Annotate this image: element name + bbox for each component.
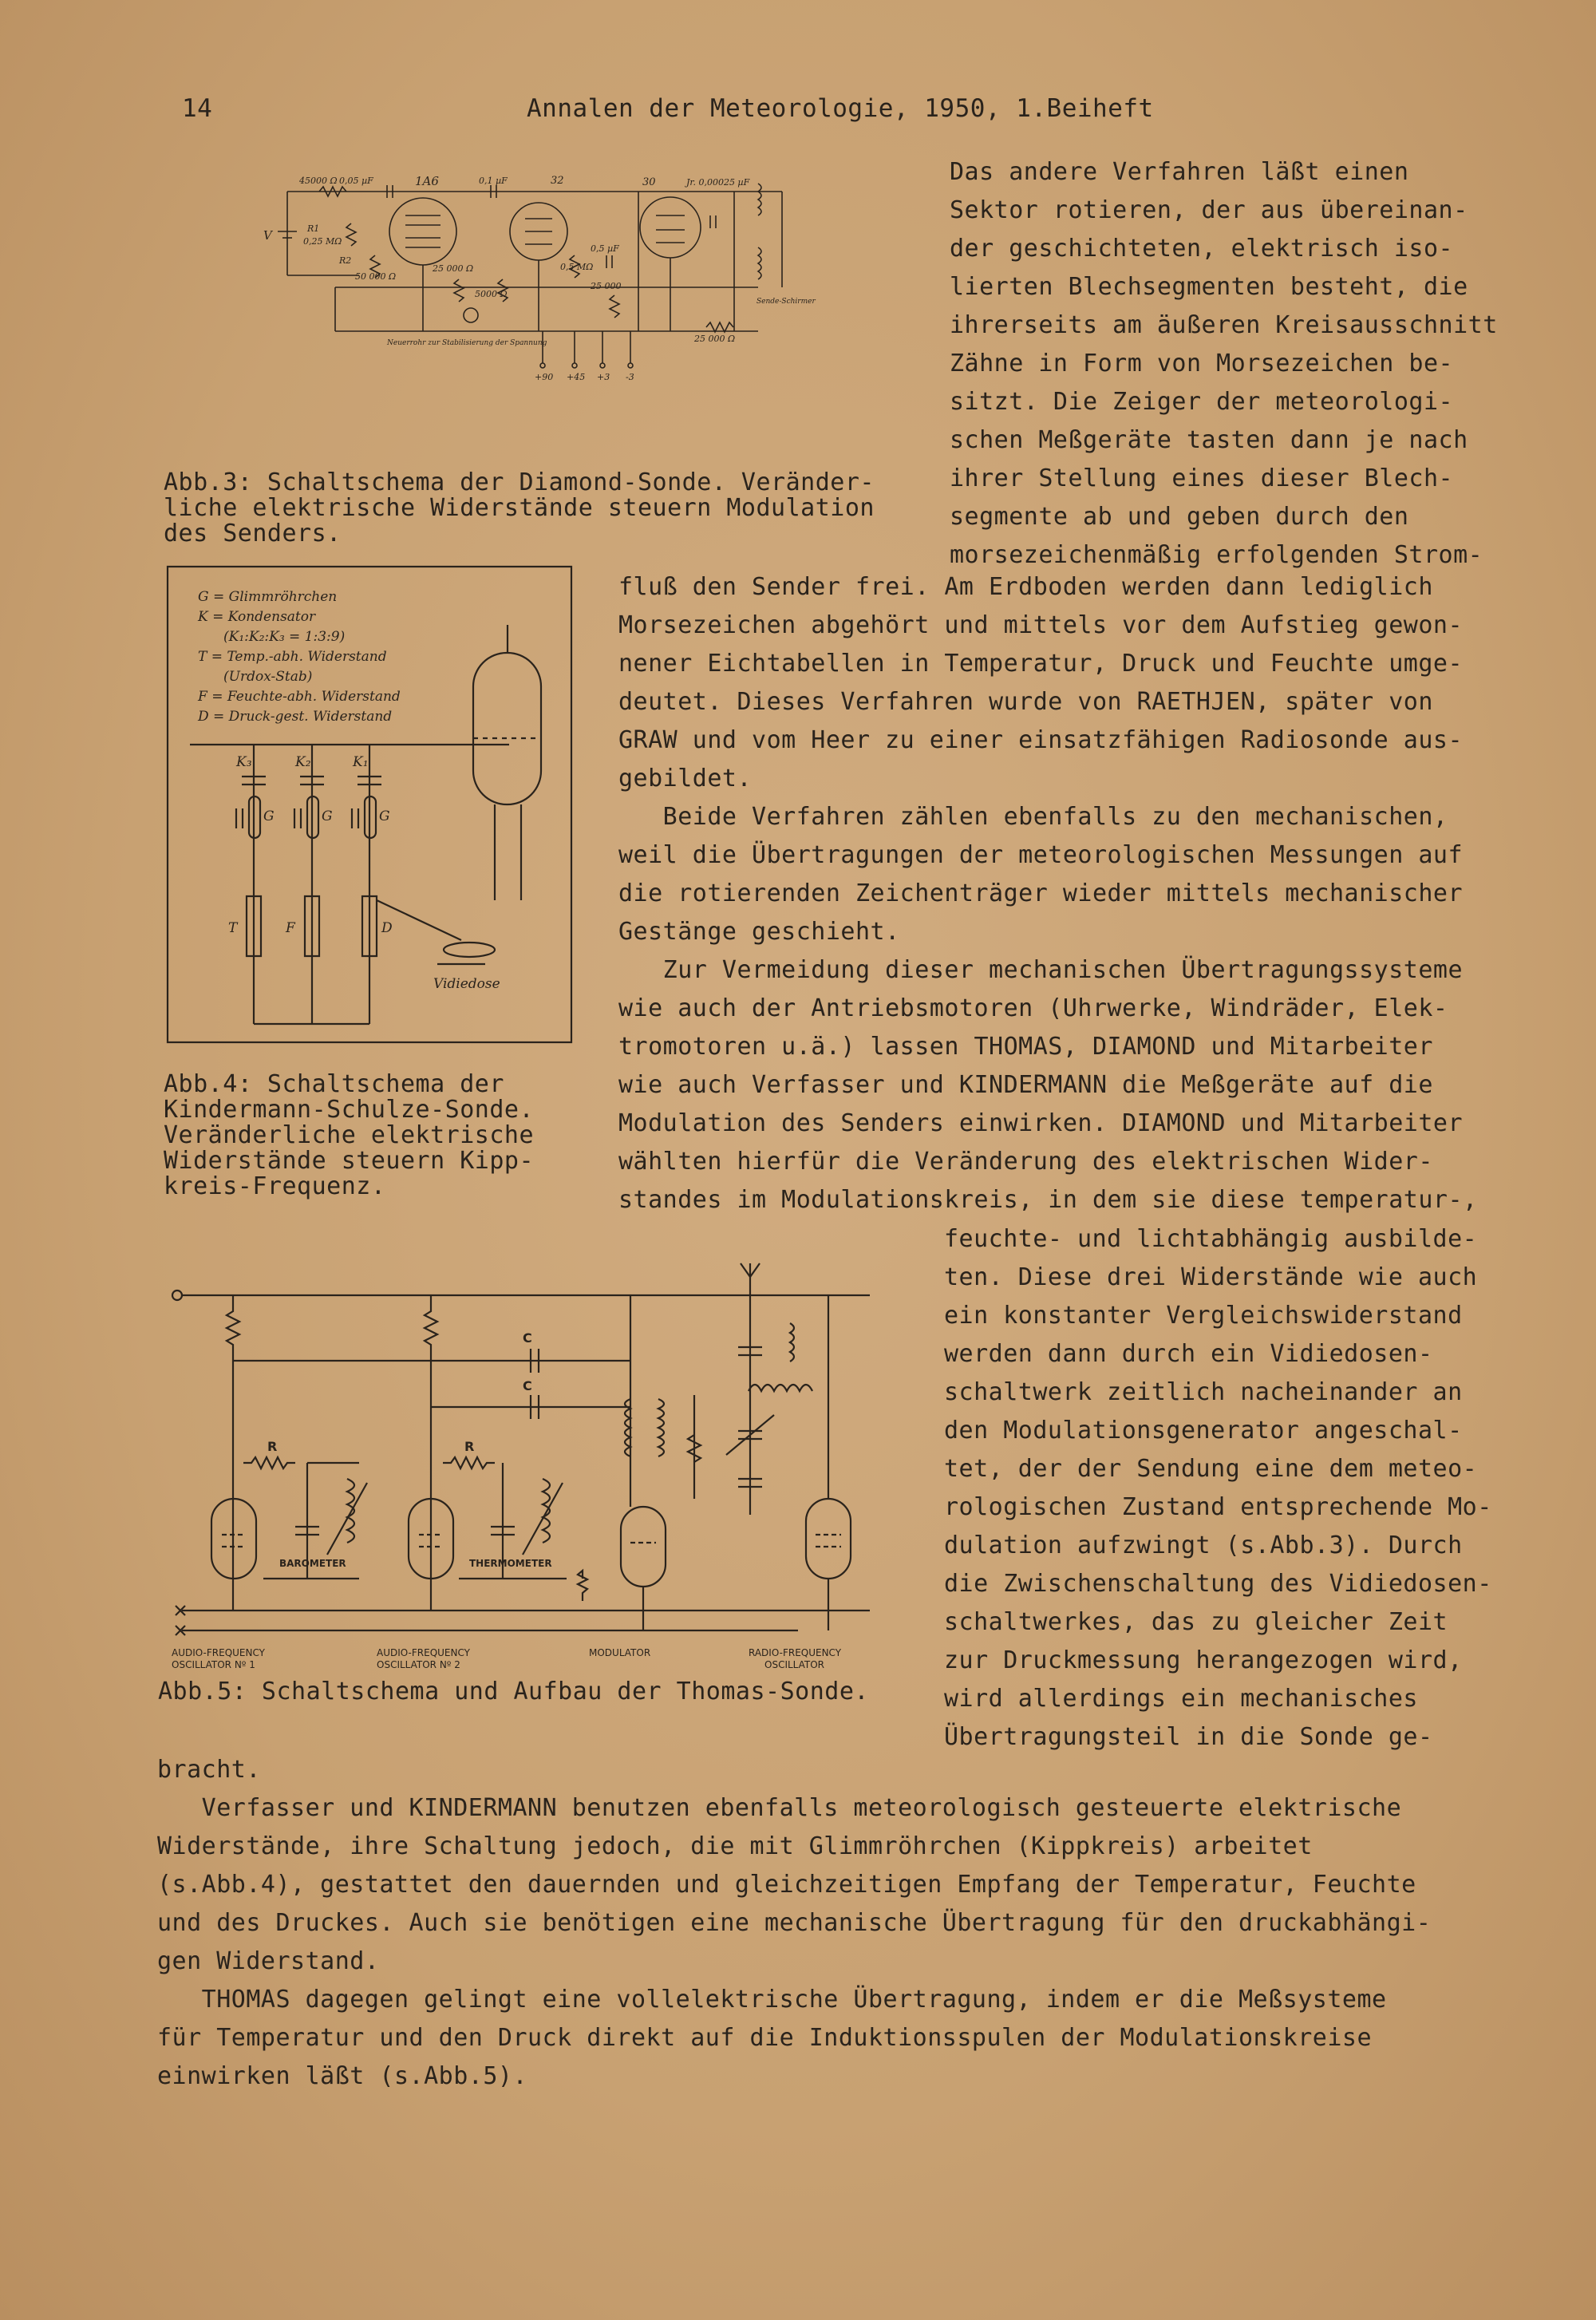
- text-line: nener Eichtabellen in Temperatur, Druck und Feuchte umge-: [618, 650, 1464, 678]
- text-line: und des Druckes. Auch sie benötigen eine mechanische Übertragung für den druckabhängi-: [157, 1909, 1432, 1937]
- fig4-label: D: [381, 920, 393, 936]
- fig5-stage: RADIO-FREQUENCY: [749, 1647, 842, 1658]
- text-line: THOMAS dagegen gelingt eine vollelektrische Übertragung, indem er die Meßsysteme: [157, 1986, 1387, 2014]
- caption-line: Abb.4: Schaltschema der: [164, 1070, 504, 1098]
- text-line: schaltwerk zeitlich nacheinander an: [944, 1378, 1463, 1406]
- fig5-stage: MODULATOR: [589, 1647, 651, 1658]
- caption-line: Abb.3: Schaltschema der Diamond-Sonde. Veränder-: [164, 468, 875, 496]
- fig4-schematic: [166, 565, 575, 1044]
- fig3-label: 0,5 MΩ: [560, 262, 594, 272]
- fig4-legend: G = Glimmröhrchen: [198, 589, 338, 605]
- fig3-schematic: [263, 168, 816, 383]
- fig5-label: R: [464, 1439, 475, 1454]
- body-text-bottom: [157, 1756, 1432, 2090]
- text-line: Das andere Verfahren läßt einen: [950, 158, 1409, 186]
- text-line: (s.Abb.4), gestattet den dauernden und gleichzeitigen Empfang der Temperatur, Feuchte: [157, 1871, 1416, 1899]
- text-line: GRAW und vom Heer zu einer einsatzfähigen Radiosonde aus-: [618, 726, 1464, 754]
- text-line: standes im Modulationskreis, in dem sie diese temperatur-,: [618, 1186, 1478, 1214]
- fig5-stage: OSCILLATOR: [764, 1659, 825, 1670]
- fig3-label: R2: [339, 255, 352, 266]
- page-number: 14: [182, 94, 213, 123]
- text-line: segmente ab und geben durch den: [950, 503, 1409, 531]
- fig3-label: R1: [307, 223, 320, 234]
- fig3-label: 25 000 Ω: [694, 334, 736, 344]
- text-line: lierten Blechsegmenten besteht, die: [950, 273, 1468, 301]
- text-line: wie auch Verfasser und KINDERMANN die Meßgeräte auf die: [618, 1071, 1433, 1099]
- text-line: werden dann durch ein Vidiedosen-: [944, 1340, 1433, 1368]
- fig4-legend: (Urdox-Stab): [223, 669, 313, 685]
- text-line: die Zwischenschaltung des Vidiedosen-: [944, 1570, 1492, 1598]
- text-line: ihrerseits am äußeren Kreisausschnitt: [950, 311, 1498, 339]
- fig3-label: 50 000 Ω: [355, 271, 397, 282]
- text-line: ten. Diese drei Widerstände wie auch: [944, 1263, 1478, 1291]
- running-title: Annalen der Meteorologie, 1950, 1.Beiheft: [527, 94, 1154, 123]
- text-line: Widerstände, ihre Schaltung jedoch, die mit Glimmröhrchen (Kippkreis) arbeitet: [157, 1832, 1313, 1860]
- text-line: morsezeichenmäßig erfolgenden Strom-: [950, 541, 1483, 569]
- fig5-label: C: [523, 1330, 532, 1346]
- text-line: schen Meßgeräte tasten dann je nach: [950, 426, 1468, 454]
- fig3-label: 45000 Ω: [299, 176, 338, 186]
- fig4-label: K₁: [353, 754, 369, 770]
- fig4-label: K₂: [295, 754, 311, 770]
- fig3-label: 0,1 µF: [479, 176, 508, 186]
- fig3-label: +90: [535, 372, 554, 382]
- text-line: Übertragungsteil in die Sonde ge-: [944, 1723, 1433, 1751]
- fig4-label: F: [286, 920, 295, 936]
- text-line: gen Widerstand.: [157, 1947, 380, 1975]
- text-line: tet, der der Sendung eine dem meteo-: [944, 1455, 1478, 1483]
- text-line: Modulation des Senders einwirken. DIAMOND und Mitarbeiter: [618, 1109, 1464, 1137]
- fig5-label: THERMOMETER: [469, 1558, 552, 1569]
- text-line: zur Druckmessung herangezogen wird,: [944, 1646, 1463, 1674]
- caption-line: Widerstände steuern Kipp-: [164, 1147, 535, 1175]
- fig5-label: C: [523, 1378, 532, 1393]
- text-line: Zähne in Form von Morsezeichen be-: [950, 350, 1454, 377]
- caption-line: liche elektrische Widerstände steuern Modulation: [164, 494, 875, 522]
- caption-line: kreis-Frequenz.: [164, 1172, 386, 1200]
- fig3-label: +3: [597, 372, 610, 382]
- text-line: für Temperatur und den Druck direkt auf die Induktionsspulen der Modulationskreise: [157, 2024, 1373, 2052]
- fig4-label: K₃: [236, 754, 252, 770]
- text-line: bracht.: [157, 1756, 261, 1784]
- fig4-legend: F = Feuchte-abh. Widerstand: [198, 689, 401, 705]
- caption-line: Kindermann-Schulze-Sonde.: [164, 1096, 535, 1124]
- text-line: den Modulationsgenerator angeschal-: [944, 1417, 1463, 1445]
- fig3-label: 32: [551, 175, 564, 187]
- fig5-label: R: [267, 1439, 278, 1454]
- text-line: einwirken läßt (s.Abb.5).: [157, 2062, 528, 2090]
- text-line: wird allerdings ein mechanisches: [944, 1685, 1418, 1713]
- text-line: Sektor rotieren, der aus übereinan-: [950, 196, 1468, 224]
- fig4-label: Vidiedose: [433, 976, 500, 992]
- fig4-legend: T = Temp.-abh. Widerstand: [198, 649, 387, 665]
- text-line: feuchte- und lichtabhängig ausbilde-: [944, 1225, 1478, 1253]
- fig3-label: 0,05 µF: [339, 176, 373, 186]
- fig3-label: 0,25 MΩ: [303, 236, 342, 247]
- text-line: die rotierenden Zeichenträger wieder mittels mechanischer: [618, 879, 1464, 907]
- fig5-stage: OSCILLATOR Nº 2: [377, 1659, 460, 1670]
- text-line: Gestänge geschieht.: [618, 918, 900, 946]
- fig4-caption: [164, 1070, 535, 1225]
- fig3-caption: [164, 468, 875, 572]
- fig4-label: G: [263, 808, 275, 824]
- fig3-label: Sende-Schirmer: [757, 298, 816, 306]
- text-line: Morsezeichen abgehört und mittels vor dem Aufstieg gewon-: [618, 611, 1464, 639]
- text-line: wählten hierfür die Veränderung des elektrischen Wider-: [618, 1148, 1433, 1176]
- text-line: tromotoren u.ä.) lassen THOMAS, DIAMOND und Mitarbeiter: [618, 1033, 1433, 1061]
- fig3-label: 1A6: [415, 174, 439, 188]
- body-text-col2: [618, 573, 1478, 1214]
- fig3-label: 25 000: [591, 281, 622, 291]
- text-line: Zur Vermeidung dieser mechanischen Übertragungssysteme: [618, 956, 1464, 984]
- fig5-stage: AUDIO-FREQUENCY: [172, 1647, 265, 1658]
- text-line: fluß den Sender frei. Am Erdboden werden dann lediglich: [618, 573, 1433, 601]
- fig3-label: -3: [626, 372, 634, 382]
- text-line: weil die Übertragungen der meteorologischen Messungen auf: [618, 841, 1464, 869]
- text-line: sitzt. Die Zeiger der meteorologi-: [950, 388, 1454, 416]
- fig5-stage: OSCILLATOR Nº 1: [172, 1659, 255, 1670]
- text-line: schaltwerkes, das zu gleicher Zeit: [944, 1608, 1448, 1636]
- fig4-label: T: [228, 920, 238, 936]
- fig5-caption: Abb.5: Schaltschema und Aufbau der Thomas-Sonde.: [158, 1678, 869, 1705]
- fig3-label: +45: [567, 372, 586, 382]
- text-line: wie auch der Antriebsmotoren (Uhrwerke, Windräder, Elek-: [618, 994, 1448, 1022]
- fig3-label: Jr. 0,00025 µF: [686, 177, 750, 188]
- text-line: Verfasser und KINDERMANN benutzen ebenfalls meteorologisch gesteuerte elektrische: [157, 1794, 1402, 1822]
- fig5-schematic: [168, 1259, 894, 1674]
- text-line: ihrer Stellung eines dieser Blech-: [950, 464, 1454, 492]
- fig5-label: BAROMETER: [279, 1558, 346, 1569]
- text-line: Beide Verfahren zählen ebenfalls zu den mechanischen,: [618, 803, 1448, 831]
- text-line: rologischen Zustand entsprechende Mo-: [944, 1493, 1492, 1521]
- fig5-stage: AUDIO-FREQUENCY: [377, 1647, 470, 1658]
- caption-line: Veränderliche elektrische: [164, 1121, 535, 1149]
- caption-line: des Senders.: [164, 520, 342, 547]
- fig4-legend: (K₁:K₂:K₃ = 1:3:9): [223, 629, 346, 645]
- fig3-label: 5000 Ω: [475, 289, 508, 299]
- fig3-label: 0,5 µF: [591, 243, 619, 254]
- fig3-label: 30: [642, 176, 656, 188]
- fig4-label: G: [379, 808, 390, 824]
- text-line: ein konstanter Vergleichswiderstand: [944, 1302, 1463, 1330]
- fig3-label: Neuerrohr zur Stabilisierung der Spannung: [387, 339, 547, 347]
- body-text-col3: [944, 1225, 1492, 1751]
- text-line: gebildet.: [618, 765, 753, 792]
- text-line: deutet. Dieses Verfahren wurde von RAETHJEN, später von: [618, 688, 1433, 716]
- text-line: der geschichteten, elektrisch iso-: [950, 235, 1454, 263]
- fig4-label: G: [322, 808, 333, 824]
- fig4-legend: K = Kondensator: [198, 609, 316, 625]
- fig3-label: V: [263, 228, 272, 243]
- text-line: dulation aufzwingt (s.Abb.3). Durch: [944, 1532, 1463, 1559]
- fig4-legend: D = Druck-gest. Widerstand: [198, 709, 393, 725]
- fig3-label: 25 000 Ω: [433, 263, 474, 274]
